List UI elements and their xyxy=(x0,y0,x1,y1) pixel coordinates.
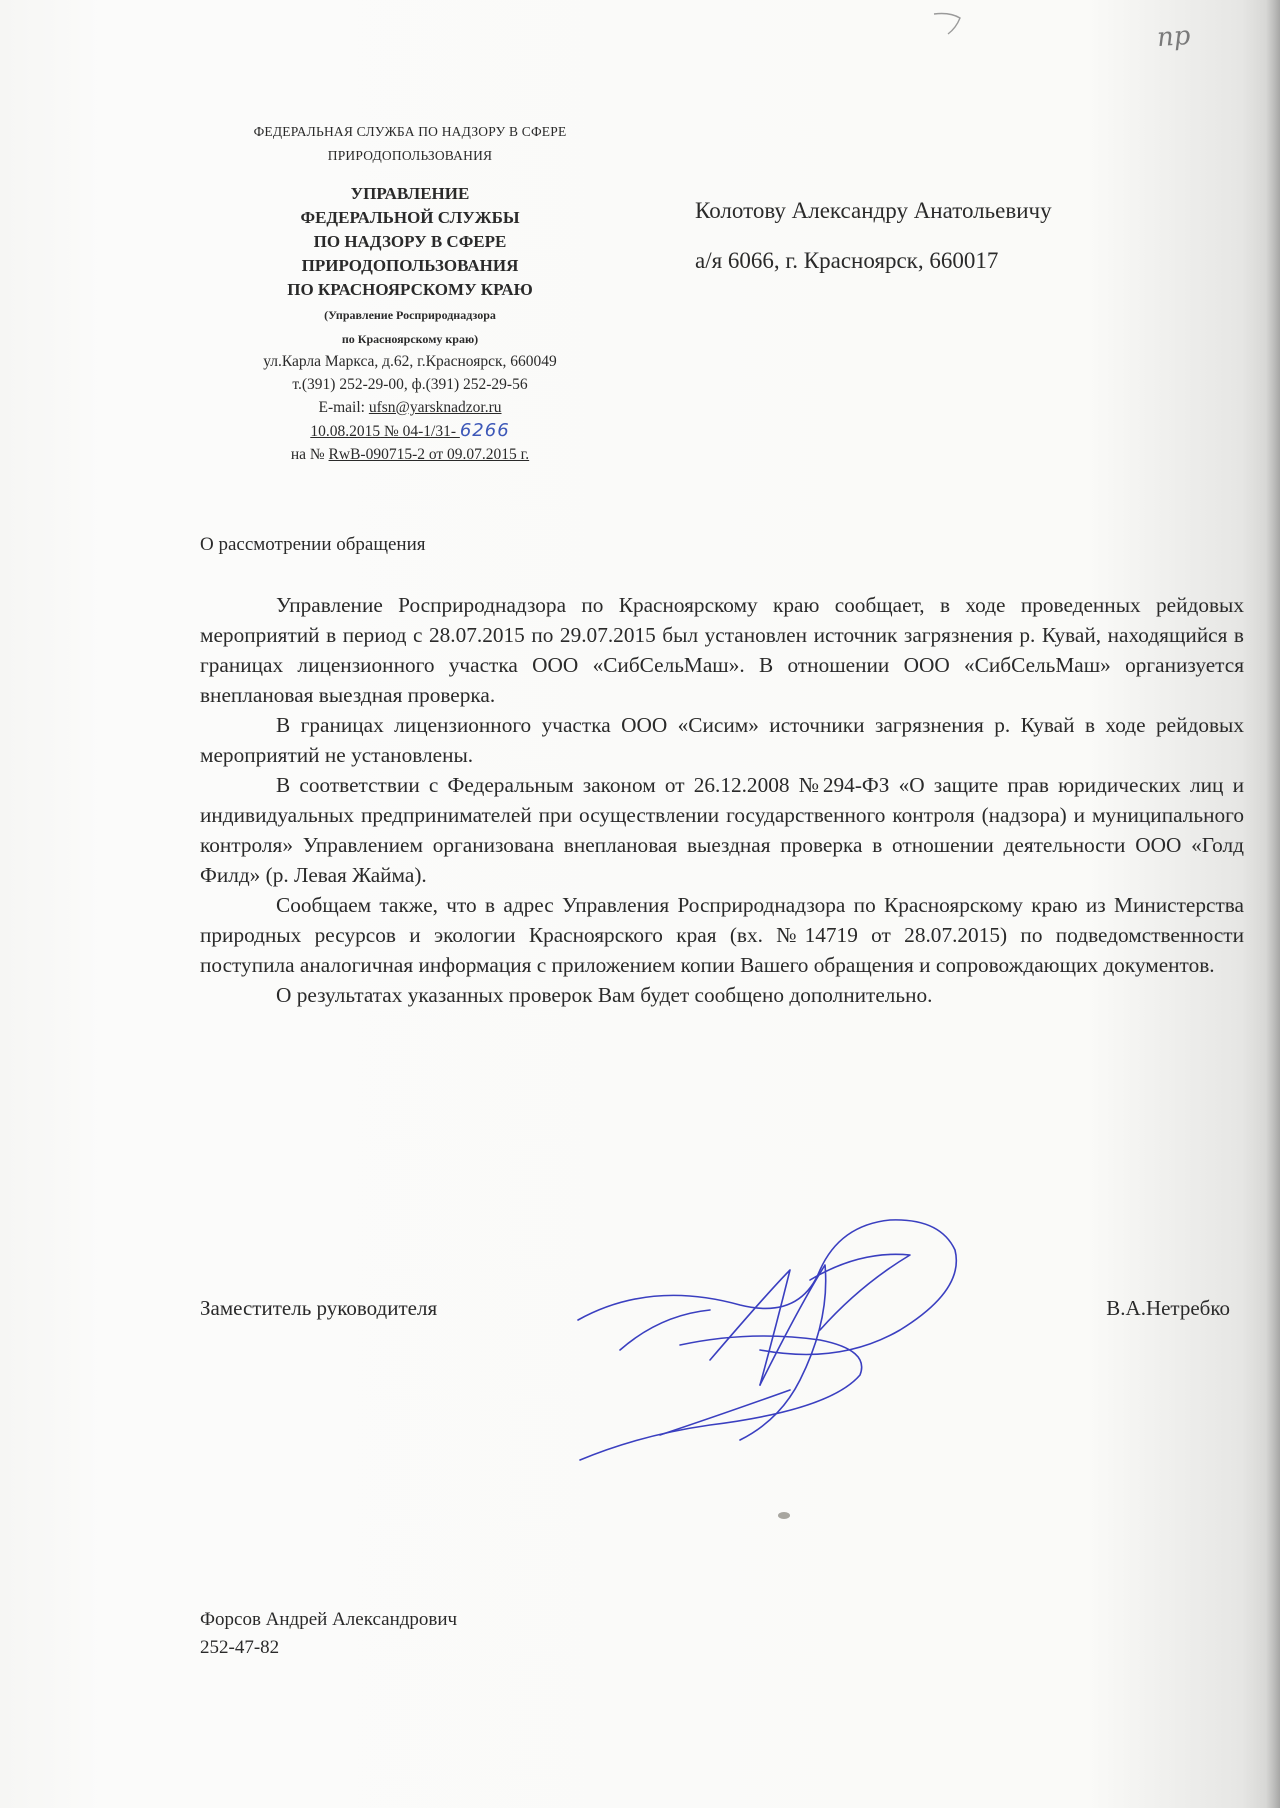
executor-name: Форсов Андрей Александрович xyxy=(200,1609,458,1630)
pencil-tick-mark xyxy=(930,8,970,38)
ink-blot xyxy=(778,1512,790,1519)
org-name-line: УПРАВЛЕНИЕ xyxy=(350,184,470,203)
signer-position: Заместитель руководителя xyxy=(200,1296,438,1320)
org-short-name-line-2: по Красноярскому краю) xyxy=(341,332,479,346)
letterhead-parent-line-2: ПРИРОДОПОЛЬЗОВАНИЯ xyxy=(327,148,493,163)
registration-number-prefix: № 04-1/31- xyxy=(380,423,460,440)
handwritten-registration-number: 6266 xyxy=(459,420,510,441)
letterhead-parent-line-1: ФЕДЕРАЛЬНАЯ СЛУЖБА ПО НАДЗОРУ В СФЕРЕ xyxy=(253,124,567,139)
org-name-line: ПРИРОДОПОЛЬЗОВАНИЯ xyxy=(301,256,519,275)
body-paragraph: В соответствии с Федеральным законом от 26.12.2008 №294-ФЗ «О защите прав юридических лиц и индивидуальных предпринимателей при осуществлении государственного контроля (надзора) и муниципального контроля» Управлением организована внеплановая выездная проверка в отношении деятельности ООО «Голд Филд» (р. Левая Жайма). xyxy=(200,773,1244,887)
registration-line xyxy=(190,419,630,443)
body-paragraph: О результатах указанных проверок Вам будет сообщено дополнительно. xyxy=(276,983,933,1007)
org-address: ул.Карла Маркса, д.62, г.Красноярск, 660049 xyxy=(263,353,557,370)
paper-edge-shadow xyxy=(1266,0,1280,1808)
recipient-name: Колотову Александру Анатольевичу xyxy=(695,198,1052,223)
corner-pencil-note: пр xyxy=(1155,20,1192,54)
recipient-address: а/я 6066, г. Красноярск, 660017 xyxy=(695,248,999,273)
letter-subject: О рассмотрении обращения xyxy=(200,534,426,555)
letterhead xyxy=(190,120,630,466)
org-short-name-line-1: (Управление Росприроднадзора xyxy=(324,308,496,322)
org-phones: т.(391) 252-29-00, ф.(391) 252-29-56 xyxy=(292,376,528,393)
handwritten-signature xyxy=(560,1210,980,1470)
in-reply-reference: RwB-090715-2 от 09.07.2015 г. xyxy=(328,446,530,463)
body-paragraph: Сообщаем также, что в адрес Управления Росприроднадзора по Красноярскому краю из Министерства природных ресурсов и экологии Красноярского края (вх. №14719 от 28.07.2015) по подведомственности поступила аналогичная информация с приложением копии Вашего обращения и сопровождающих документов. xyxy=(200,893,1244,977)
in-reply-prefix: на № xyxy=(290,446,329,463)
executor-phone: 252-47-82 xyxy=(200,1637,280,1658)
email-label: E-mail: xyxy=(318,399,369,416)
executor-block xyxy=(200,1606,457,1662)
letter-body xyxy=(200,590,1244,1010)
in-reply-line xyxy=(190,443,630,466)
org-name-line: ФЕДЕРАЛЬНОЙ СЛУЖБЫ xyxy=(300,208,520,227)
org-email-line xyxy=(190,396,630,419)
body-paragraph: В границах лицензионного участка ООО «Сисим» источники загрязнения р. Кувай в ходе рейдовых мероприятий не установлены. xyxy=(200,713,1244,767)
email-link[interactable]: ufsn@yarsknadzor.ru xyxy=(368,399,502,416)
signer-name: В.А.Нетребко xyxy=(1106,1296,1230,1320)
body-paragraph: Управление Росприроднадзора по Красноярскому краю сообщает, в ходе проведенных рейдовых мероприятий в период с 28.07.2015 по 29.07.2015 был установлен источник загрязнения р. Кувай, находящийся в границах лицензионного участка ООО «СибСельМаш». В отношении ООО «СибСельМаш» организуется внеплановая выездная проверка. xyxy=(200,593,1244,707)
recipient-block xyxy=(695,186,1052,286)
registration-date: 10.08.2015 xyxy=(310,423,381,440)
org-name-line: ПО НАДЗОРУ В СФЕРЕ xyxy=(313,232,507,251)
letterhead-organization-name xyxy=(190,182,630,302)
org-name-line: ПО КРАСНОЯРСКОМУ КРАЮ xyxy=(287,280,533,299)
